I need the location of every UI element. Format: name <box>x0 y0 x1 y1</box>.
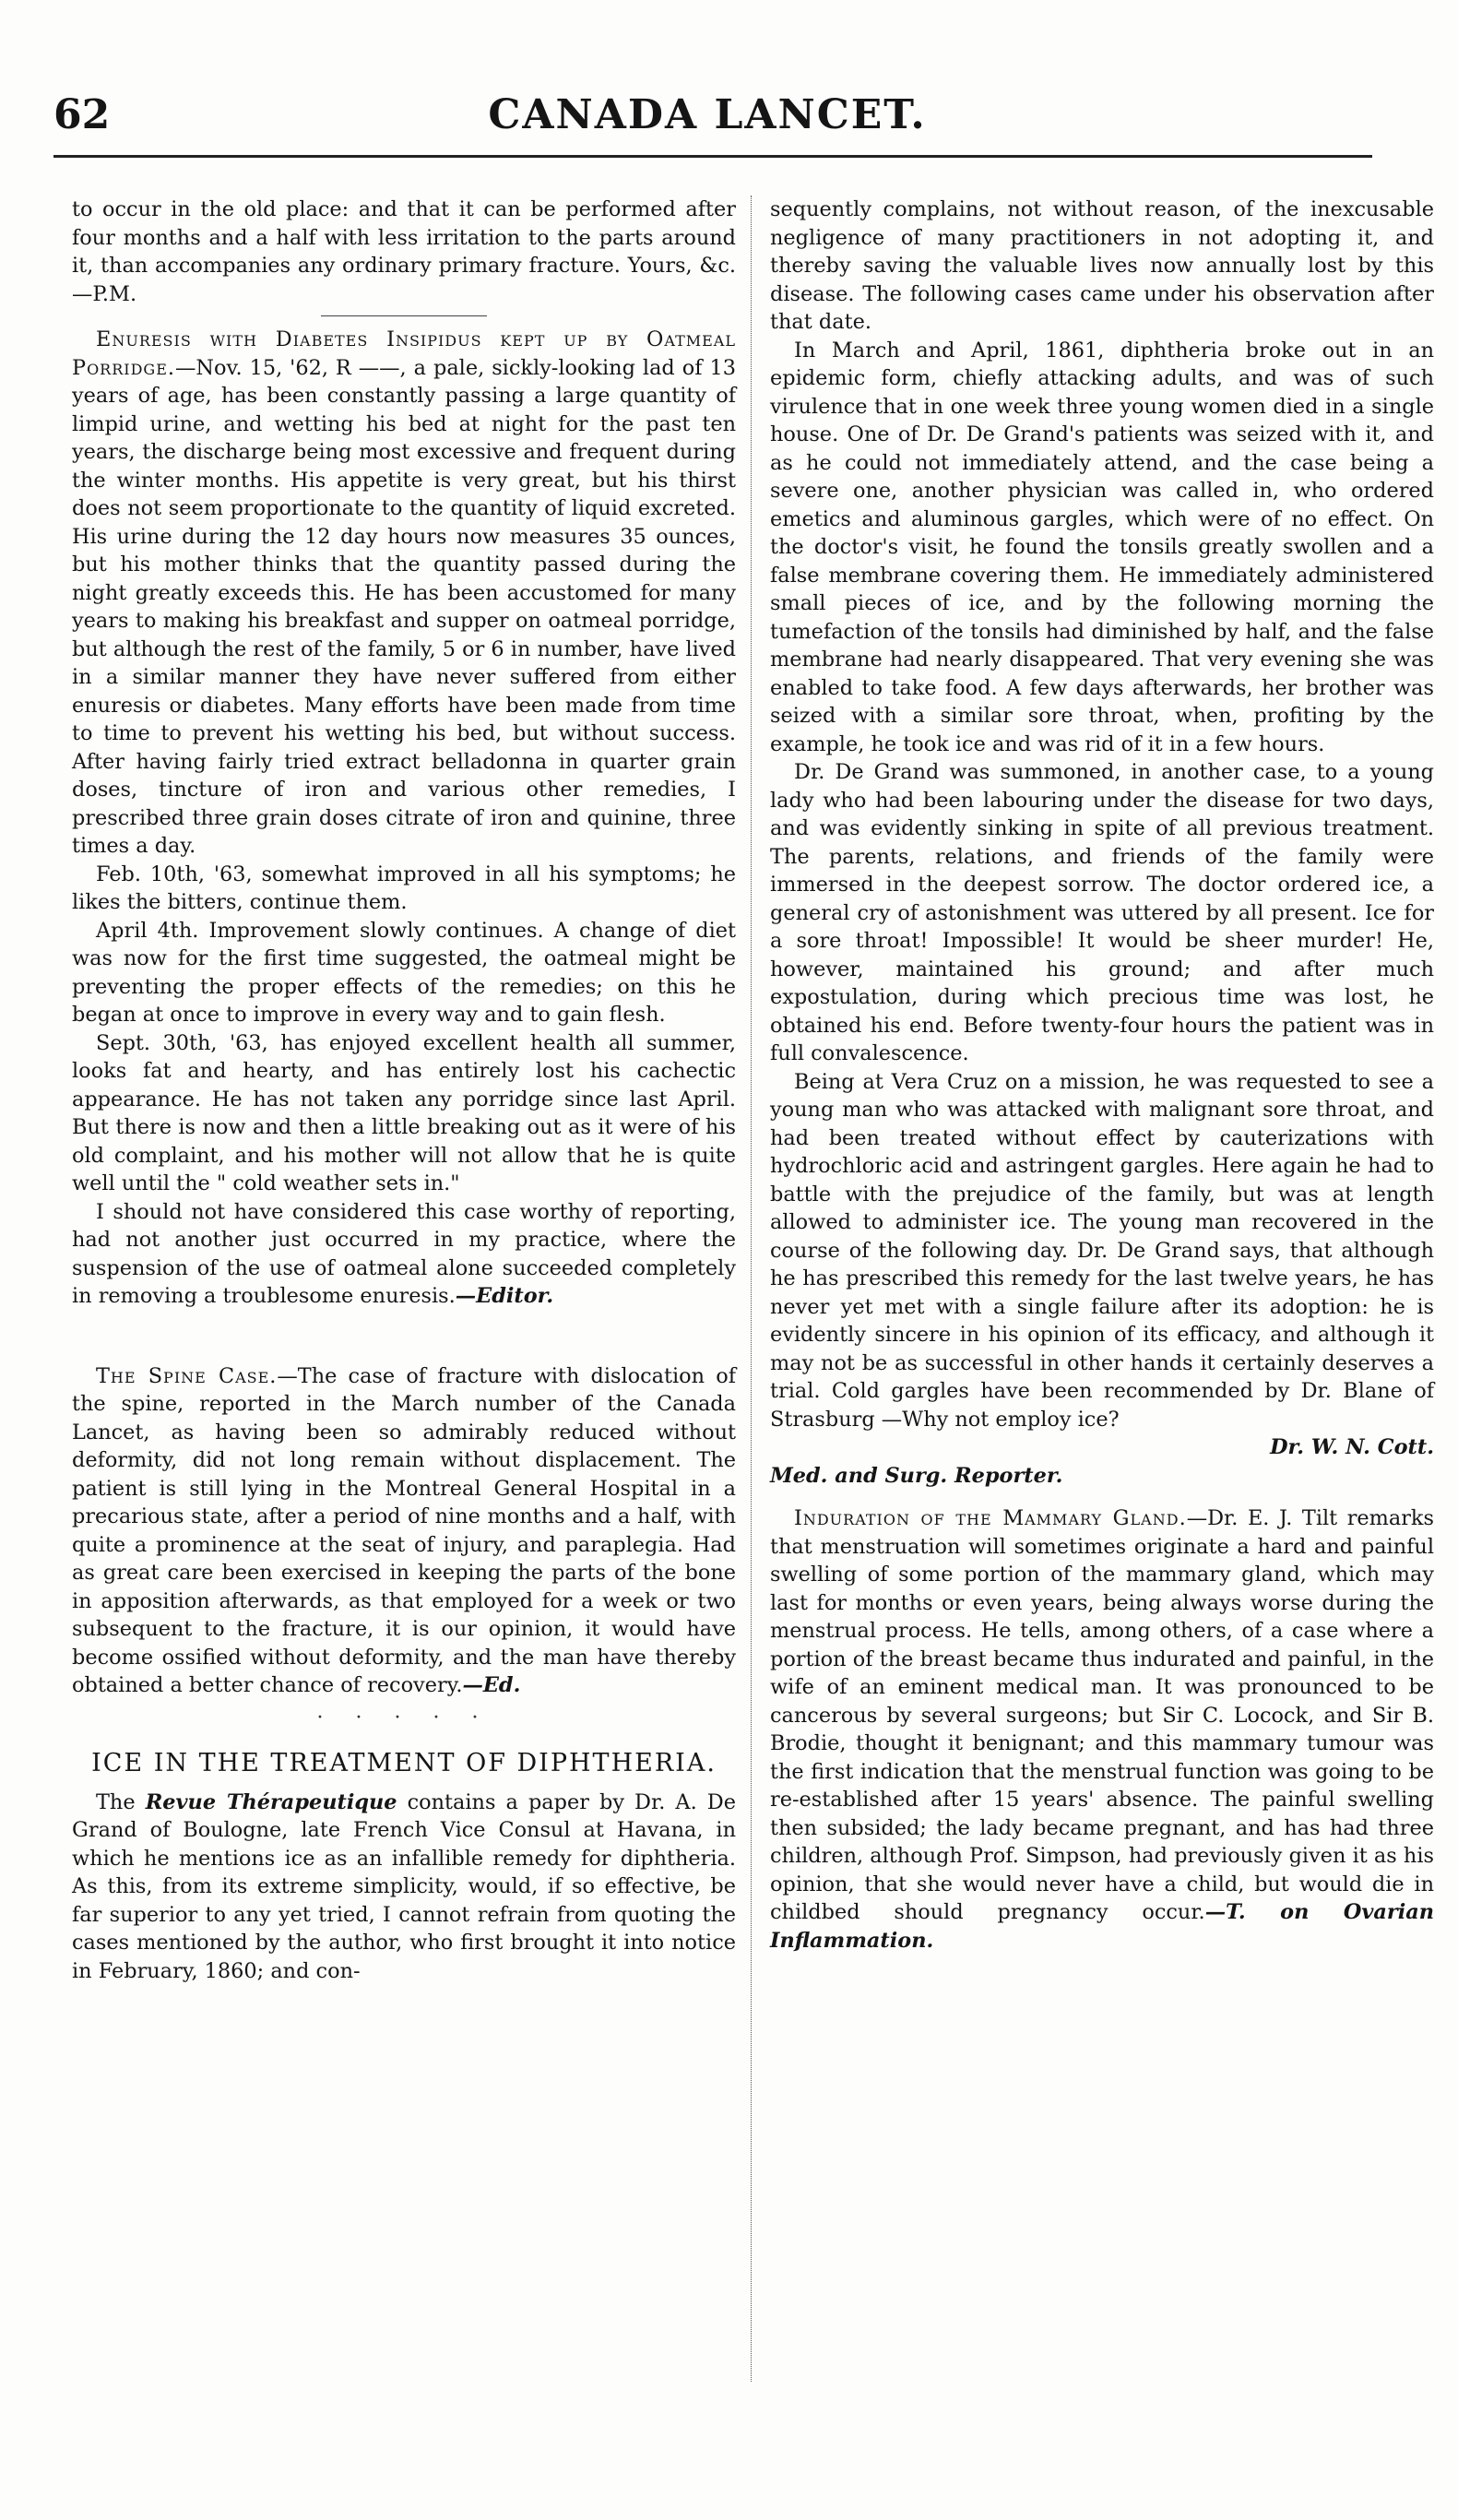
page-header <box>53 88 1361 143</box>
ice-continued: sequently complains, not without reason, of the inexcusable negligence of many practitioners in not adopting it, and thereby saving the valuable lives now annually lost by this disease. The following cases came under his observation after that date. <box>770 197 1434 334</box>
running-title: CANADA LANCET. <box>488 91 927 138</box>
mammary-text: —Dr. E. J. Tilt remarks that menstruation will sometimes originate a hard and painful swelling of some portion of the mammary gland, which may last for months or even years, being always worse during the menstrual process. He tells, among others, of a case where a portion of the breast became thus indurated and painful, in the wife of an eminent medical man. It was pronounced to be cancerous by several surgeons; but Sir C. Locock, and Sir B. Brodie, thought it benignant; and this mammary tumour was the first indication that the menstrual function was going to be re-established after 15 years' absence. The painful swelling then subsided; the lady became pregnant, and has had three children, although Prof. Simpson, had previously given it as his opinion, that she would never have a child, but would die in childbed should pregnancy occur. <box>770 1506 1434 1924</box>
enuresis-text: —Nov. 15, '62, R ——, a pale, sickly-looking lad of 13 years of age, has been constantly passing a large quantity of limpid urine, and wetting his bed at night for the past ten years, the discharge being most excessive and frequent during the winter months. His appetite is very great, but his thirst does not seem proportionate to the quantity of liquid excreted. His urine during the 12 day hours now measures 35 ounces, but his mother thinks that the quantity passed during the night greatly exceeds this. He has been accustomed for many years to making his breakfast and supper on oatmeal porridge, but although the rest of the family, 5 or 6 in number, have lived in a similar manner they have never suffered from either enuresis or diabetes. Many efforts have been made from time to time to prevent his wetting his bed, but without success. After having fairly tried extract belladonna in quarter grain doses, tincture of iron and various other remedies, I prescribed three grain doses citrate of iron and quinine, three times a day. <box>72 355 736 858</box>
column-divider <box>751 196 752 2382</box>
ornament-dots: · · · · · <box>316 1706 492 1730</box>
ice-section-title: ICE IN THE TREATMENT OF DIPHTHERIA. <box>91 1748 717 1777</box>
header-rule <box>53 155 1372 158</box>
enuresis-conclusion <box>72 1198 736 1311</box>
spine-case-heading: The Spine Case. <box>96 1363 278 1388</box>
right-column <box>770 196 1434 1955</box>
spacer <box>72 1311 736 1362</box>
continued-text: to occur in the old place: and that it can be performed after four months and a half with less irritation to the parts around it, than accompanies any ordinary primary fracture. <box>72 197 736 278</box>
ice-case-vera-cruz <box>770 1068 1434 1434</box>
continued-paragraph <box>72 196 736 308</box>
enuresis-conclusion-text: I should not have considered this case worthy of reporting, had not another just occurred in my practice, where the suspension of the use of oatmeal alone succeeded completely in removing a troublesome enuresis. <box>72 1199 736 1308</box>
ice-text-start: The <box>96 1789 146 1814</box>
ice-signature-author: Dr. W. N. Cott. <box>1270 1435 1434 1459</box>
ice-signature-source: Med. and Surg. Reporter. <box>770 1463 1063 1488</box>
ice-source-line <box>770 1462 1434 1491</box>
ice-case-march: In March and April, 1861, diphtheria broke out in an epidemic form, chiefly attacking adults, and was of such virulence that in one week three young women died in a single house. One of Dr. De Grand's patients was seized with it, and as he could not immediately attend, and the case being a severe one, another physician was called in, who ordered emetics and aluminous gargles, which were of no effect. On the doctor's visit, he found the tonsils greatly swollen and a false membrane covering them. He immediately administered small pieces of ice, and by the following morning the tumefaction of the tonsils had diminished by half, and the false membrane had nearly disappeared. That very evening she was enabled to take food. A few days afterwards, her brother was seized with a similar sore throat, when, profiting by the example, he took ice and was rid of it in a few hours. <box>770 338 1434 756</box>
spine-case-signature: —Ed. <box>462 1673 521 1697</box>
enuresis-sept: Sept. 30th, '63, has enjoyed excellent health all summer, looks fat and hearty, and has entirely lost his cachectic appearance. He has not taken any porridge since last April. But there is now and then a little breaking out as it were of his old complaint, and his mother will not allow that he is quite well until the " cold weather sets in." <box>72 1030 736 1195</box>
continued-signature: Yours, &c.—P.M. <box>72 254 736 306</box>
enuresis-feb: Feb. 10th, '63, somewhat improved in all his symptoms; he likes the bitters, continue them. <box>72 862 736 914</box>
ice-vera-cruz-text: Being at Vera Cruz on a mission, he was requested to see a young man who was attacked with malignant sore throat, and had been treated without effect by cauterizations with hydrochloric acid and astringent gargles. Here again he had to battle with the prejudice of the family, but was at length allowed to administer ice. The young man recovered in the course of the following day. Dr. De Grand says, that although he has prescribed this remedy for the last twelve years, he has never yet met with a single failure after its adoption: he is evidently sincere in his opinion of its efficacy, and although it may not be as successful in other hands it certainly deserves a trial. Cold gargles have been recommended by Dr. Blane of Strasburg —Why not employ ice? <box>770 1069 1434 1432</box>
spine-case-text: —The case of fracture with dislocation of the spine, reported in the March number of the Canada Lancet, as having been so admirably reduced without deformity, did not long remain without displacement. The patient is still lying in the Montreal General Hospital in a precarious state, after a period of nine months and a half, with quite a prominence at the seat of injury, and paraplegia. Had as great care been exercised in keeping the parts of the bone in apposition afterwards, as that employed for a week or two subsequent to the fracture, it is our opinion, it would have become ossified without deformity, and the man have thereby obtained a better chance of recovery. <box>72 1363 736 1697</box>
spacer <box>770 1490 1434 1504</box>
enuresis-heading: Enuresis with Diabetes Insipidus kept up by Oatmeal Porridge. <box>72 327 736 380</box>
ice-journal-name: Revue Thérapeutique <box>145 1789 397 1814</box>
page-number: 62 <box>53 91 111 138</box>
spine-case-paragraph <box>72 1362 736 1700</box>
enuresis-intro <box>72 326 736 861</box>
mammary-paragraph <box>770 1504 1434 1955</box>
ice-text-rest: contains a paper by Dr. A. De Grand of Boulogne, late French Vice Consul at Havana, in which he mentions ice as an infallible remedy for diphtheria. As this, from its extreme simplicity, would, if so effective, be far superior to any yet tried, I cannot refrain from quoting the cases mentioned by the author, who first brought it into notice in February, 1860; and con- <box>72 1789 736 1983</box>
enuresis-april: April 4th. Improvement slowly continues. A change of diet was now for the first time suggested, the oatmeal might be preventing the proper effects of the remedies; on this he began at once to improve in every way and to gain flesh. <box>72 918 736 1027</box>
enuresis-signature: —Editor. <box>455 1284 554 1308</box>
mammary-signature: —T. on Ovarian Inflammation. <box>770 1900 1434 1953</box>
ice-paragraph <box>72 1789 736 1986</box>
article-separator <box>321 315 487 316</box>
ice-case-young-lady: Dr. De Grand was summoned, in another case, to a young lady who had been labouring under the disease for two days, and was evidently sinking in spite of all previous treatment. The parents, relations, and friends of the family were immersed in the deepest sorrow. The doctor ordered ice, a general cry of astonishment was uttered by all present. Ice for a sore throat! Impossible! It would be sheer murder! He, however, maintained his ground; and after much expostulation, during which precious time was lost, he obtained his end. Before twenty-four hours the patient was in full convalescence. <box>770 760 1434 1065</box>
left-column <box>72 196 736 1985</box>
mammary-heading: Induration of the Mammary Gland. <box>794 1506 1187 1530</box>
